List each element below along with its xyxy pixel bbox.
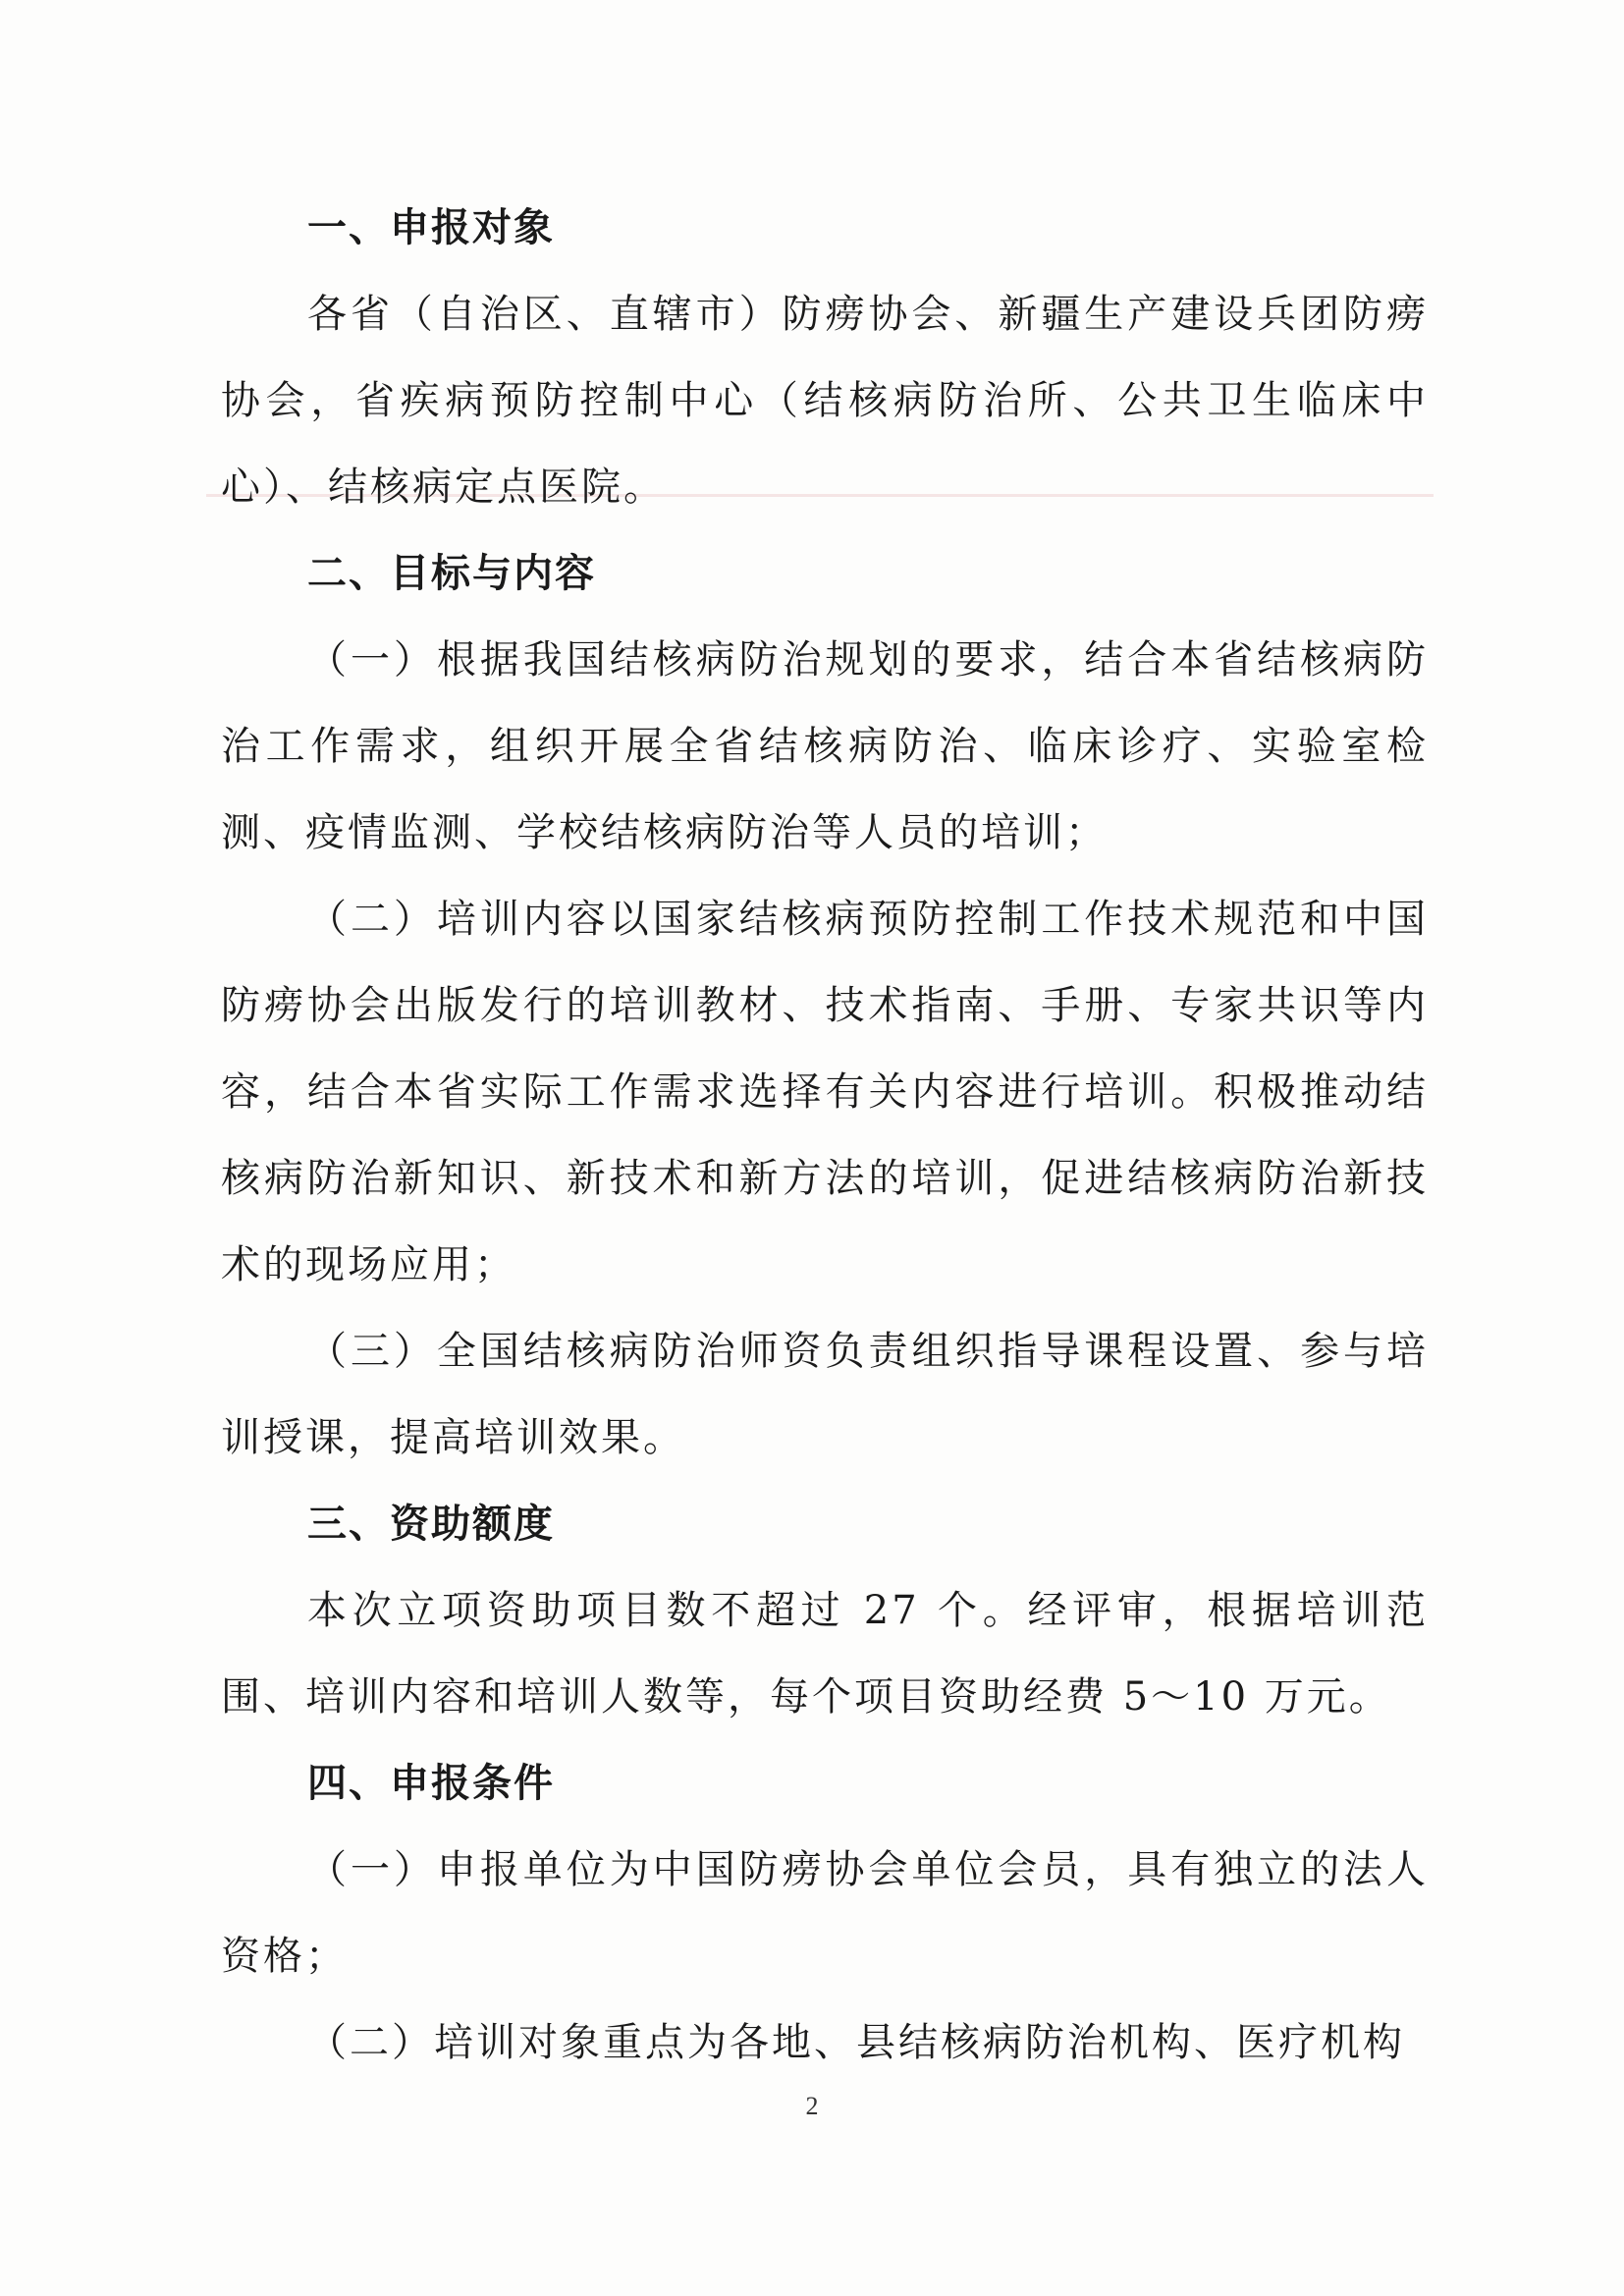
section-heading: 二、目标与内容 <box>307 551 596 596</box>
page-number: 2 <box>805 2092 819 2120</box>
section-heading: 三、资助额度 <box>307 1502 555 1547</box>
paragraph: （三）全国结核病防治师资负责组织指导课程设置、参与培训授课，提高培训效果。 <box>221 1329 1429 1460</box>
section-funding <box>221 1481 1429 1740</box>
section-heading: 四、申报条件 <box>307 1761 555 1806</box>
paragraph: （一）根据我国结核病防治规划的要求，结合本省结核病防治工作需求，组织开展全省结核病防治、临床诊疗、实验室检测、疫情监测、学校结核病防治等人员的培训； <box>221 637 1429 855</box>
section-goals-content <box>221 530 1429 1481</box>
section-applicants <box>221 185 1429 530</box>
paragraph: （一）申报单位为中国防痨协会单位会员，具有独立的法人资格； <box>221 1847 1429 1979</box>
paragraph: （二）培训内容以国家结核病预防控制工作技术规范和中国防痨协会出版发行的培训教材、技术指南、手册、专家共识等内容，结合本省实际工作需求选择有关内容进行培训。积极推动结核病防治新知识、新技术和新方法的培训，促进结核病防治新技术的现场应用； <box>221 897 1429 1287</box>
document-body <box>221 185 1429 2086</box>
paragraph: 本次立项资助项目数不超过 27 个。经评审，根据培训范围、培训内容和培训人数等，每个项目资助经费 5～10 万元。 <box>221 1588 1429 1720</box>
paragraph: （二）培训对象重点为各地、县结核病防治机构、医疗机构 <box>307 2020 1405 2065</box>
section-conditions <box>221 1740 1429 2086</box>
section-heading: 一、申报对象 <box>307 205 555 250</box>
paragraph: 各省（自治区、直辖市）防痨协会、新疆生产建设兵团防痨协会，省疾病预防控制中心（结核病防治所、公共卫生临床中心）、结核病定点医院。 <box>221 292 1429 510</box>
